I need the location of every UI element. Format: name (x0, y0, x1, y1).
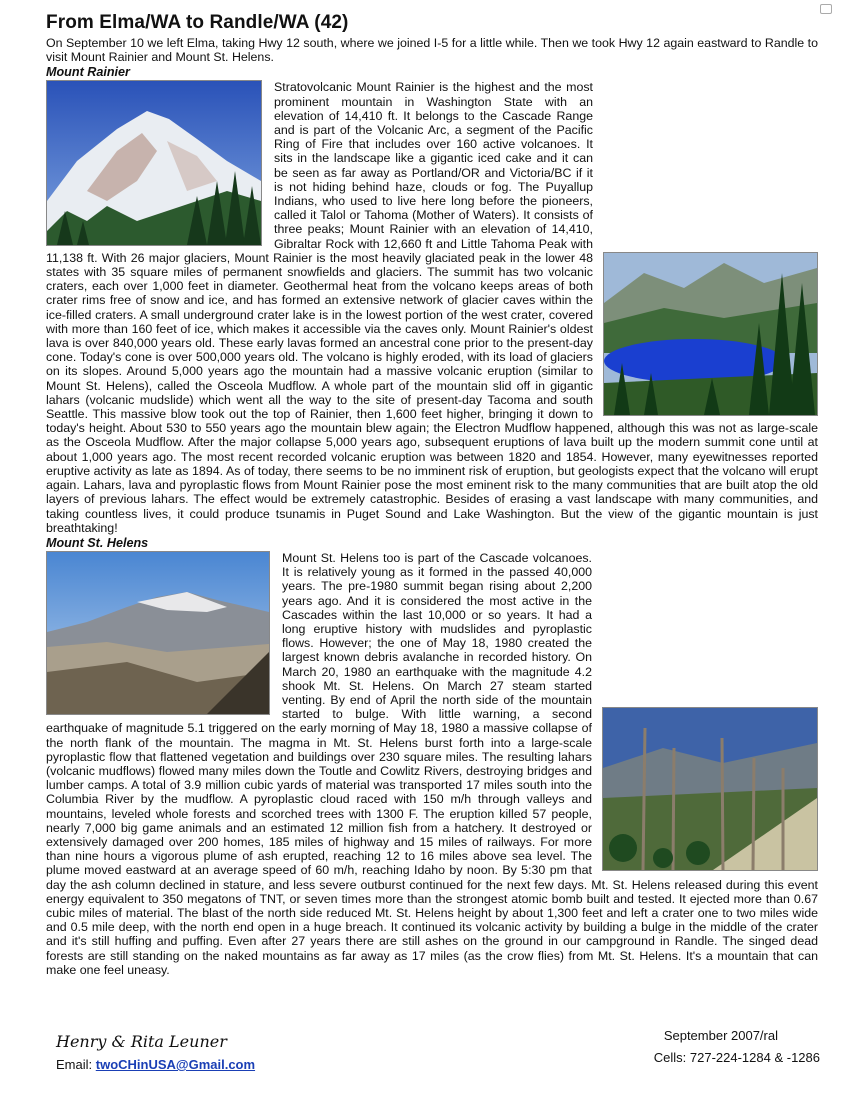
email-label: Email: (56, 1057, 93, 1072)
photo-mount-st-helens (46, 551, 270, 715)
page-title: From Elma/WA to Randle/WA (42) (46, 12, 349, 33)
signature: Henry & Rita Leuner (56, 1032, 227, 1051)
photo-mount-rainier (46, 80, 262, 246)
photo-mountain-lake (603, 252, 818, 416)
section-heading-rainier: Mount Rainier (46, 65, 130, 80)
section-heading-helens: Mount St. Helens (46, 535, 149, 550)
email-link[interactable]: twoCHinUSA@Gmail.com (95, 1057, 256, 1072)
rainier-paragraph: Stratovolcanic Mount Rainier is the highest and the most prominent mountain in Washington State with an elevation of 14,410 ft. It belongs to the Cascade Range and is part of the Volcanic Arc, a segment of the Pacific Ring of Fire that includes over 160 active volcanoes. It sits in the landscape like a gigantic iced cake and it can be seen as far away as Portland/OR and Victoria/BC if it is not hiding behind haze, clouds or fog. The Puyallup Indians, who used to live here long before the pioneers, called it Talol or Tahoma (Mother of Waters). It consists of three peaks; Mount Rainier with an elevation of 14,410, Gibraltar Rock with 12,660 ft and Little Tahoma Peak with 11,138 ft. With 26 major glaciers, Mount Rainier is the most heavily glaciated peak in the lower 48 states with 35 square miles of permanent snowfields and glaciers. The summit has two volcanic craters, each over 1,000 feet in diameter. Geothermal heat from the volcano keeps areas of both crater rims free of snow and ice, and has formed an extensive network of glacier caves within the ice-filled craters. A small underground crater lake is in the lowest portion of the west crater, covered with more than 160 feet of ice, which makes it accessible via the caves only. Mount Rainier's oldest lava is over 840,000 years old. These early lavas formed an ancestral cone prior to the present-day cone. Today's cone is over 500,000 years old. The volcano is highly eroded, with its load of glaciers on its slopes. Around 5,000 years ago the mountain had a massive volcanic eruption (similar to Mount St. Helens), called the Osceola Mudflow. A whole part of the mountain slid off in gigantic lahars (volcanic mudslide) which went all the way to the site of present-day Tacoma and south Seattle. This massive blow took out the top of Rainier, then 1,600 feet higher, bringing it down to today's height. About 530 to 550 years ago the mountain blew again; the Electron Mudflow happened, although this was not as large-scale as the Osceola Mudflow. After the major collapse 5,000 years ago, subsequent eruptions of lava built up the modern summit cone until at about 1,000 years ago. The most recent recorded volcanic eruption was between 1820 and 1854. However, many eyewitnesses reported eruptive activity as late as 1894. As of today, there seems to be no imminent risk of eruption, but geologists expect that the volcano will erupt again. Lahars, lava and pyroplastic flows from Mount Rainier pose the most eminent risk to the many communities that are built atop the old layers of previous lahars. The effect would be extremely catastrophic. Besides of erasing a vast landscape with many communities, and taking countless lives, it could produce tsunamis in Puget Sound and Lake Washington. But the view of the gigantic mountain is just breathtaking! (46, 80, 818, 535)
phone-numbers: Cells: 727-224-1284 & -1286 (653, 1050, 820, 1065)
email-line (56, 1057, 255, 1072)
photo-dead-forest (602, 707, 818, 871)
corner-mark (820, 4, 832, 14)
helens-paragraph: Mount St. Helens too is part of the Cascade volcanoes. It is relatively young as it formed in the passed 40,000 years. The pre-1980 summit began rising about 2,200 years ago. And it is considered the most active in the Cascades within the last 10,000 or so years. It had a long eruptive history with mudslides and pyroplastic flows. However; the one of May 18, 1980 created the largest known debris avalanche in recorded history. On March 20, 1980 an earthquake with the magnitude 4.2 shook Mt. St. Helens. On March 27 steam started venting. By end of April the north side of the mountain started to bulge. With little warning, a second earthquake of magnitude 5.1 triggered on the early morning of May 18, 1980 a massive collapse of the north flank of the mountain. The magma in Mt. St. Helens burst forth into a large-scale pyroplastic flow that flattened vegetation and buildings over 230 square miles. The resulting lahars (volcanic mudflows) flowed many miles down the Toutle and Cowlitz Rivers, destroying bridges and lumber camps. A total of 3.9 million cubic yards of material was transported 17 miles south into the Columbia River by the mudflow. A pyroplastic cloud raced with 150 m/h through valleys and mountains, leveled whole forests and scorched trees with 1300 F. The eruption killed 57 people, nearly 7,000 big game animals and an estimated 12 million fish from a hatchery. It destroyed or extensively damaged over 200 homes, 185 miles of highway and 15 miles of railways. For more than nine hours a vigorous plume of ash erupted, reaching 12 to 16 miles above sea level. The plume moved eastward at an average speed of 60 m/h, reaching Idaho by noon. By 5:30 pm that day the ash column declined in stature, and less severe outburst continued for the next few days. Mt. St. Helens released during this event energy equivalent to 350 megatons of TNT, or seven times more than the strongest atomic bomb built and tested. It ejected more than 0.67 cubic miles of material. The blast of the north side reduced Mt. St. Helens height by about 1,300 feet and left a crater one to two miles wide and 0.5 mile deep, with the north end open in a huge breach. It continued its volcanic activity by building a bulge in the middle of the crater and it's still huffing and puffing. Even after 27 years there are still ashes on the ground in our campground in Randle. The singed dead forests are still standing on the naked mountains as far away as 17 miles (as the crow flies) from Mt. St. Helens. It's a mountain that can make one feel uneasy. (46, 550, 818, 977)
document-date: September 2007/ral (663, 1028, 778, 1043)
intro-paragraph: On September 10 we left Elma, taking Hwy 12 south, where we joined I-5 for a little while. Then we took Hwy 12 again eastward to Randle to visit Mount Rainier and Mount St. Helens. (46, 36, 818, 65)
